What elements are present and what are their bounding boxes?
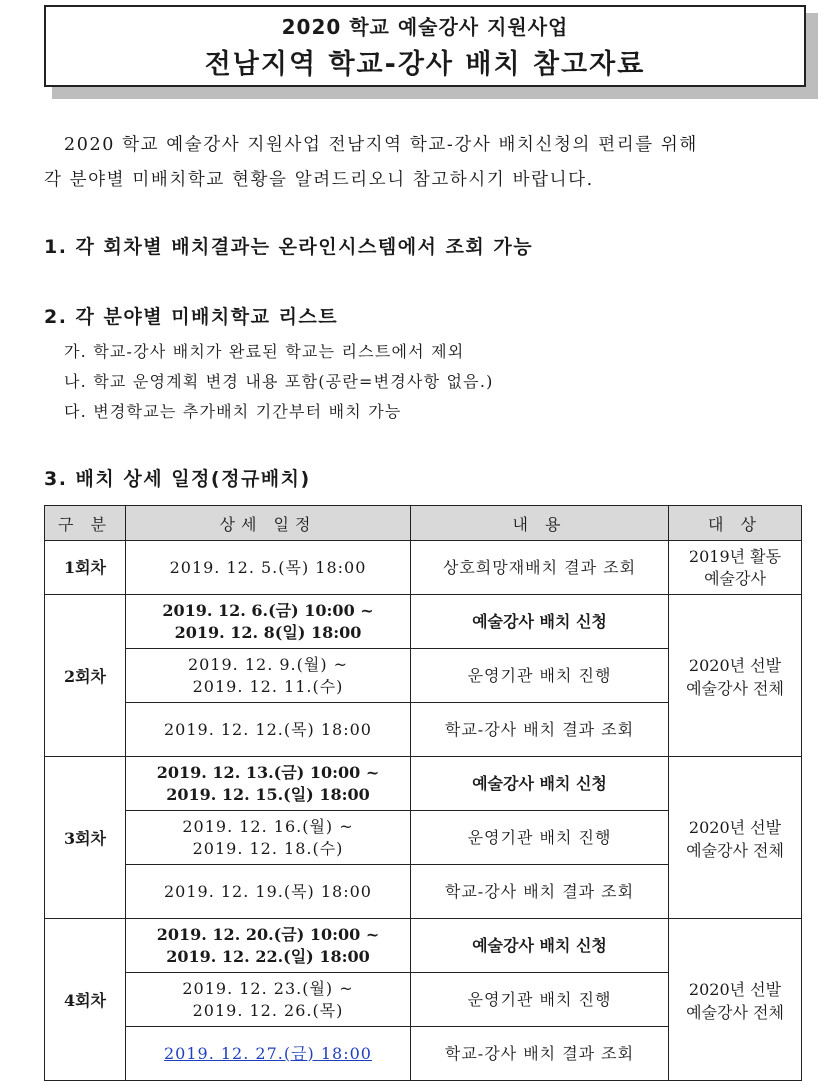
schedule-date xyxy=(126,919,411,973)
target-line1: 2019년 활동 xyxy=(688,546,782,566)
schedule-content: 예술강사 배치 신청 xyxy=(411,595,669,649)
schedule-date xyxy=(126,757,411,811)
section2-list xyxy=(64,337,494,427)
section2-item: 가. 학교-강사 배치가 완료된 학교는 리스트에서 제외 xyxy=(64,342,465,361)
date-line1: 2019. 12. 13.(금) 10:00 ~ xyxy=(156,762,380,782)
section2-heading: 2. 각 분야별 미배치학교 리스트 xyxy=(44,306,339,328)
table-header-row xyxy=(45,506,802,541)
schedule-date: 2019. 12. 5.(목) 18:00 xyxy=(126,541,411,595)
header-category: 구 분 xyxy=(45,506,126,541)
date-line1: 2019. 12. 9.(월) ~ xyxy=(187,654,349,674)
target-line2: 예술강사 전체 xyxy=(686,1002,784,1022)
section1-heading: 1. 각 회차별 배치결과는 온라인시스템에서 조회 가능 xyxy=(44,236,534,258)
schedule-content: 상호희망재배치 결과 조회 xyxy=(411,541,669,595)
schedule-content: 학교-강사 배치 결과 조회 xyxy=(411,1027,669,1081)
section3-heading: 3. 배치 상세 일정(정규배치) xyxy=(44,468,311,490)
schedule-content: 예술강사 배치 신청 xyxy=(411,919,669,973)
target-line2: 예술강사 xyxy=(704,568,766,588)
date-line2: 2019. 12. 26.(목) xyxy=(192,1000,344,1020)
round-label: 3회차 xyxy=(45,757,126,919)
result-date-link[interactable]: 2019. 12. 27.(금) 18:00 xyxy=(163,1043,372,1063)
table-row xyxy=(45,541,802,595)
schedule-date xyxy=(126,649,411,703)
title-line2: 전남지역 학교-강사 배치 참고자료 xyxy=(204,49,646,80)
target-line1: 2020년 선발 xyxy=(688,817,782,837)
target-line2: 예술강사 전체 xyxy=(686,840,784,860)
target-line2: 예술강사 전체 xyxy=(686,678,784,698)
round-label: 2회차 xyxy=(45,595,126,757)
date-line2: 2019. 12. 11.(수) xyxy=(192,676,344,696)
date-line1: 2019. 12. 6.(금) 10:00 ~ xyxy=(162,600,374,620)
schedule-table xyxy=(44,505,802,1081)
table-row xyxy=(45,919,802,973)
schedule-content: 운영기관 배치 진행 xyxy=(411,649,669,703)
date-line1: 2019. 12. 16.(월) ~ xyxy=(182,816,354,836)
date-line2: 2019. 12. 22.(일) 18:00 xyxy=(166,946,370,966)
schedule-content: 운영기관 배치 진행 xyxy=(411,973,669,1027)
header-schedule: 상세 일정 xyxy=(126,506,411,541)
schedule-target xyxy=(669,541,802,595)
schedule-date xyxy=(126,595,411,649)
date-line2: 2019. 12. 15.(일) 18:00 xyxy=(166,784,370,804)
date-line1: 2019. 12. 23.(월) ~ xyxy=(182,978,354,998)
intro-paragraph xyxy=(44,128,814,198)
round-label: 1회차 xyxy=(45,541,126,595)
schedule-content: 운영기관 배치 진행 xyxy=(411,811,669,865)
date-line2: 2019. 12. 18.(수) xyxy=(192,838,344,858)
table-row xyxy=(45,595,802,649)
schedule-target xyxy=(669,757,802,919)
schedule-date xyxy=(126,811,411,865)
schedule-content: 예술강사 배치 신청 xyxy=(411,757,669,811)
schedule-date: 2019. 12. 12.(목) 18:00 xyxy=(126,703,411,757)
header-target: 대 상 xyxy=(669,506,802,541)
header-content: 내 용 xyxy=(411,506,669,541)
target-line1: 2020년 선발 xyxy=(688,655,782,675)
intro-line2: 각 분야별 미배치학교 현황을 알려드리오니 참고하시기 바랍니다. xyxy=(44,170,594,190)
schedule-target xyxy=(669,919,802,1081)
schedule-date: 2019. 12. 19.(목) 18:00 xyxy=(126,865,411,919)
schedule-target xyxy=(669,595,802,757)
target-line1: 2020년 선발 xyxy=(688,979,782,999)
title-box xyxy=(44,5,806,87)
section2-item: 다. 변경학교는 추가배치 기간부터 배치 가능 xyxy=(64,402,402,421)
table-row xyxy=(45,757,802,811)
date-line2: 2019. 12. 8(일) 18:00 xyxy=(174,622,362,642)
title-line1: 2020 학교 예술강사 지원사업 xyxy=(281,15,569,39)
schedule-date xyxy=(126,973,411,1027)
intro-line1: 2020 학교 예술강사 지원사업 전남지역 학교-강사 배치신청의 편리를 위해 xyxy=(64,135,698,155)
schedule-date xyxy=(126,1027,411,1081)
schedule-content: 학교-강사 배치 결과 조회 xyxy=(411,703,669,757)
round-label: 4회차 xyxy=(45,919,126,1081)
date-line1: 2019. 12. 20.(금) 10:00 ~ xyxy=(156,924,380,944)
section2-item: 나. 학교 운영계획 변경 내용 포함(공란=변경사항 없음.) xyxy=(64,372,494,391)
schedule-content: 학교-강사 배치 결과 조회 xyxy=(411,865,669,919)
